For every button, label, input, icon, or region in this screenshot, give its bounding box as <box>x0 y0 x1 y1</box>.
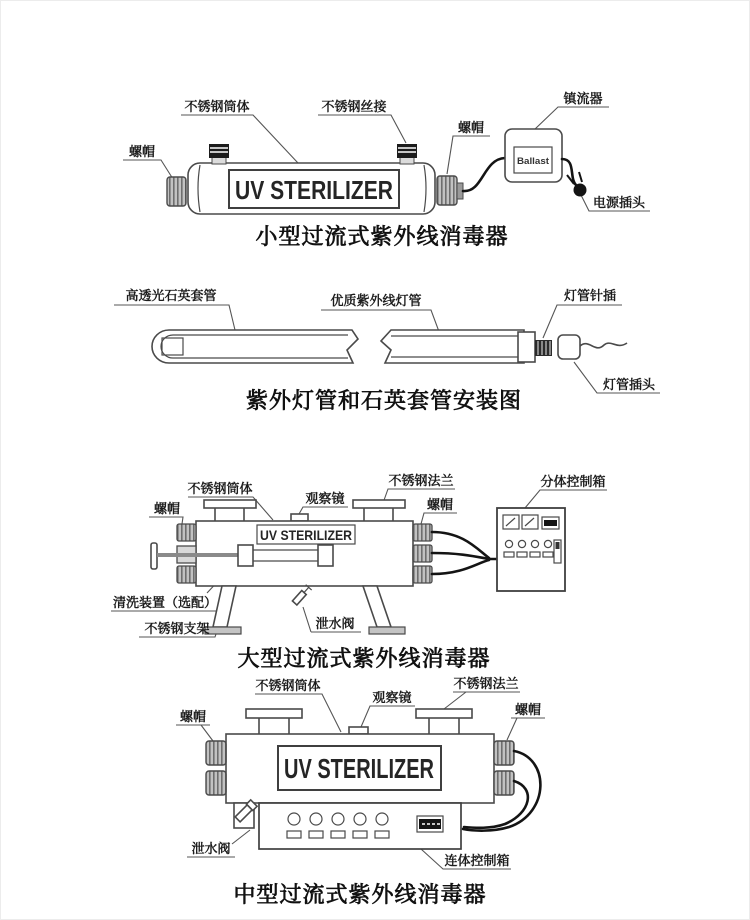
plug-wire <box>580 343 627 348</box>
nut-right-top <box>413 524 432 541</box>
nut-right <box>437 176 457 205</box>
sight-glass <box>291 514 308 521</box>
label-cleaner: 清洗装置（选配） <box>112 595 218 610</box>
label-uv-lamp: 优质紫外线灯管 <box>330 293 422 308</box>
leader-shell <box>181 115 298 163</box>
label-nut-right: 螺帽 <box>426 497 454 512</box>
label-control-box: 分体控制箱 <box>540 474 606 489</box>
label-nut-left: 螺帽 <box>128 144 156 159</box>
nut-left-bottom <box>177 566 196 583</box>
leader-flange <box>444 692 520 709</box>
label-shell: 不锈钢筒体 <box>255 678 321 693</box>
label-sight-glass: 观察镜 <box>305 491 345 506</box>
quartz-sleeve-left-segment <box>152 330 358 363</box>
flange-left <box>204 500 256 521</box>
wire-to-ballast <box>463 158 505 191</box>
leader-sight-glass <box>361 706 415 727</box>
nut-left-top <box>177 524 196 541</box>
flange-left <box>246 709 302 734</box>
split-control-box <box>497 508 565 591</box>
ballast-text: Ballast <box>517 156 550 167</box>
label-flange: 不锈钢法兰 <box>453 676 519 691</box>
title-medium: 中型过流式紫外线消毒器 <box>233 882 487 907</box>
lamp-pins <box>535 340 552 356</box>
diagram-small-uv-sterilizer <box>123 91 650 249</box>
label-control-box: 连体控制箱 <box>444 853 510 868</box>
threaded-connector-left <box>209 144 229 164</box>
leader-threaded-joint <box>318 115 406 143</box>
flange-right <box>416 709 472 734</box>
leader-nut-right <box>447 136 490 174</box>
leader-sight-glass <box>299 507 348 514</box>
diagram-medium-uv-sterilizer <box>176 676 545 907</box>
label-quartz-sleeve: 高透光石英套管 <box>125 288 217 303</box>
nut-right-bottom <box>494 771 514 795</box>
label-shell: 不锈钢筒体 <box>184 99 250 114</box>
label-threaded-joint: 不锈钢丝接 <box>321 99 387 114</box>
support-bracket-right <box>363 586 405 634</box>
drain-valve-assembly <box>234 800 257 828</box>
diagram-large-uv-sterilizer <box>111 473 607 671</box>
leader-nut-right <box>507 718 545 740</box>
label-nut-right: 螺帽 <box>457 120 485 135</box>
lamp-plug <box>558 335 580 359</box>
label-nut-right: 螺帽 <box>514 702 542 717</box>
label-sight-glass: 观察镜 <box>372 690 412 705</box>
label-shell: 不锈钢筒体 <box>187 481 253 496</box>
integrated-control-box <box>259 803 461 849</box>
leader-ballast <box>534 107 609 130</box>
leader-lamp-pin <box>543 305 622 338</box>
leader-nut-left <box>123 160 173 179</box>
nut-right-bottom <box>413 566 432 583</box>
leader-nut-left <box>176 725 213 741</box>
diagram-lamp-installation <box>114 288 660 413</box>
label-nut-left: 螺帽 <box>153 501 181 516</box>
label-flange: 不锈钢法兰 <box>388 473 454 488</box>
label-nut-left: 螺帽 <box>179 709 207 724</box>
label-ballast: 镇流器 <box>563 91 603 106</box>
label-lamp-pin: 灯管针插 <box>563 288 617 303</box>
title-lamp: 紫外灯管和石英套管安装图 <box>245 388 523 413</box>
nut-right-middle <box>413 545 432 562</box>
nut-left-bottom <box>206 771 226 795</box>
label-lamp-plug: 灯管插头 <box>602 377 656 392</box>
leader-control-box <box>525 490 607 508</box>
leader-nut-right <box>421 513 457 524</box>
label-bracket: 不锈钢支架 <box>144 621 210 636</box>
sight-glass <box>349 727 368 734</box>
device-name-text: UV STERILIZER <box>260 527 352 543</box>
lamp-wires <box>432 532 497 574</box>
nut-right-top <box>494 741 514 765</box>
nut-left <box>167 177 186 206</box>
threaded-connector-right <box>397 144 417 164</box>
wire-to-plug <box>562 159 576 185</box>
title-small: 小型过流式紫外线消毒器 <box>255 224 509 249</box>
device-name-text: UV STERILIZER <box>235 175 394 205</box>
flange-right <box>353 500 405 521</box>
title-large: 大型过流式紫外线消毒器 <box>237 646 491 671</box>
leader-nut-left <box>149 517 183 524</box>
label-power-plug: 电源插头 <box>592 195 646 210</box>
drain-valve <box>292 585 312 606</box>
support-bracket-left <box>205 586 241 634</box>
lamp-right-segment <box>381 330 627 363</box>
diagram-canvas <box>1 1 750 920</box>
label-drain-valve: 泄水阀 <box>191 841 231 856</box>
nut-left-top <box>206 741 226 765</box>
device-name-text: UV STERILIZER <box>284 753 434 784</box>
leader-quartz-sleeve <box>114 305 235 330</box>
label-drain-valve: 泄水阀 <box>315 616 355 631</box>
